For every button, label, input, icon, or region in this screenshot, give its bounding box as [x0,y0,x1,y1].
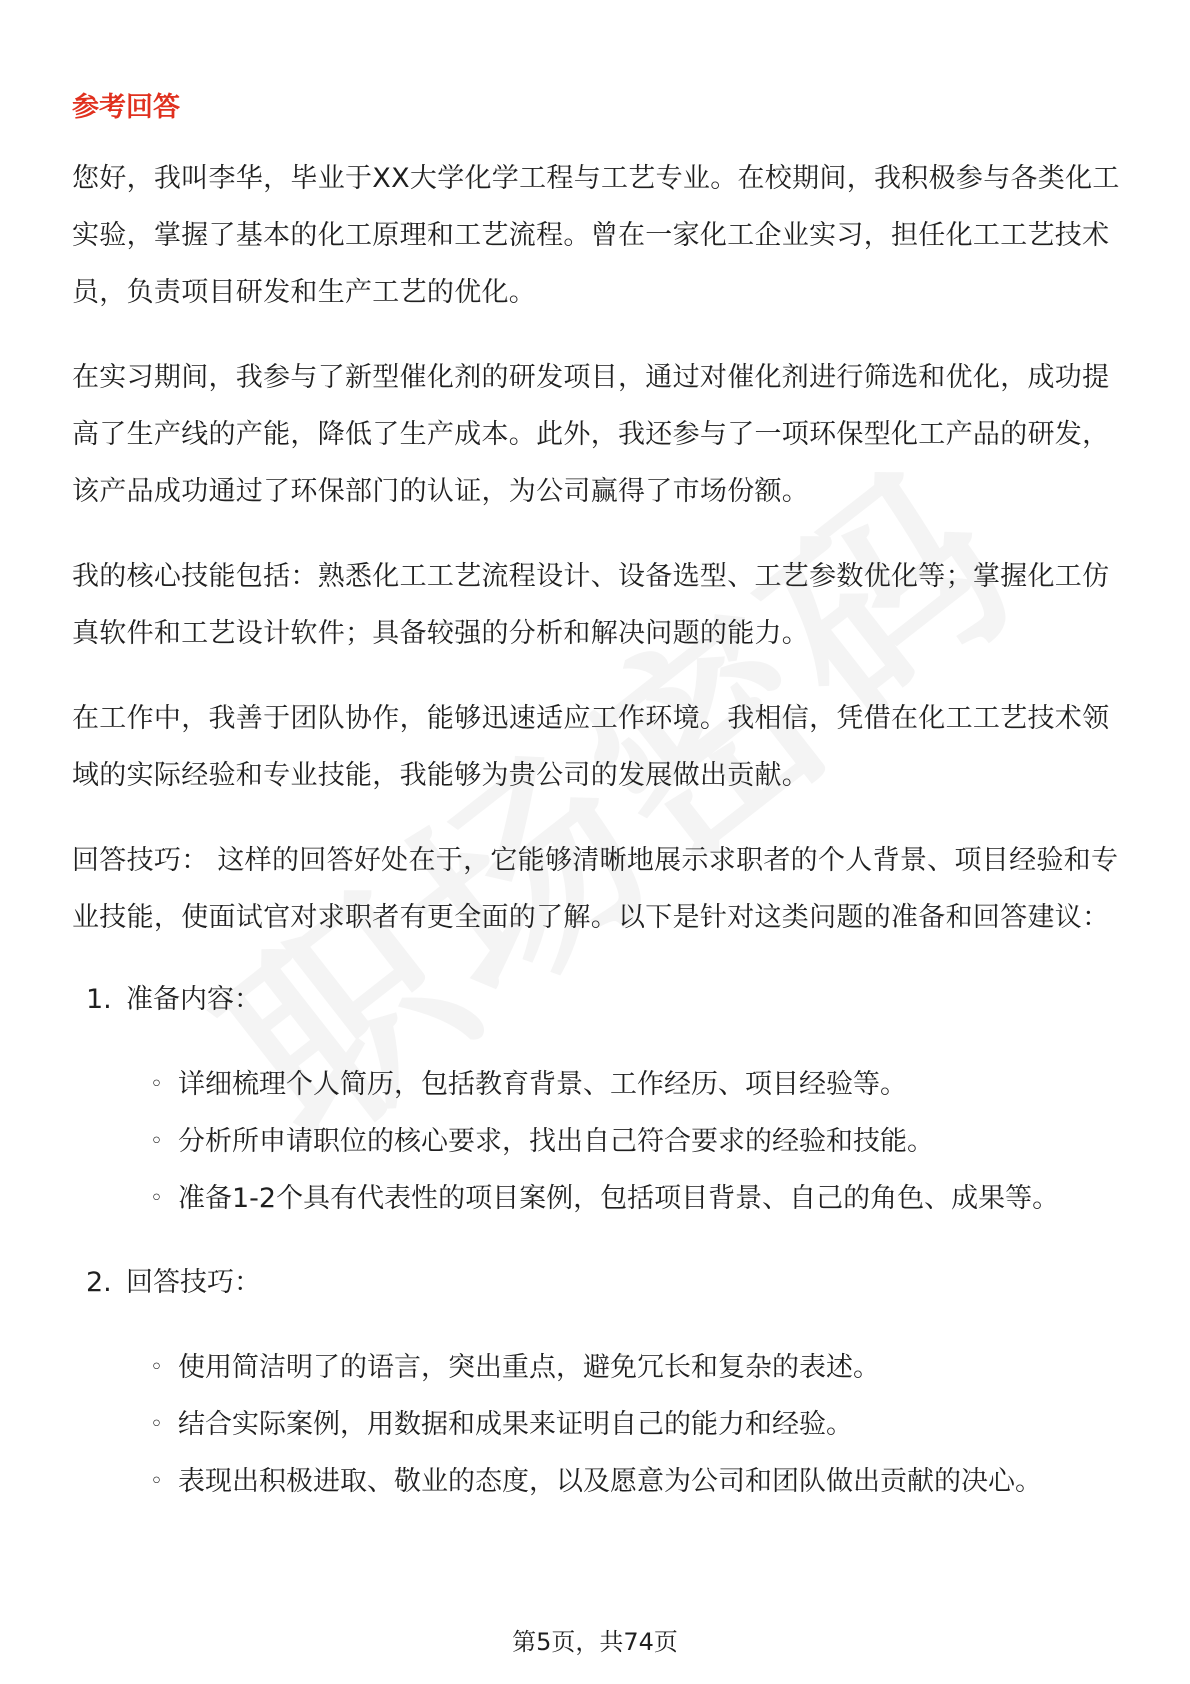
paragraph-teamwork: 在工作中，我善于团队协作，能够迅速适应工作环境。我相信，凭借在化工工艺技术领域的实际经验和专业技能，我能够为贵公司的发展做出贡献。 [72,703,1110,791]
paragraph-intro: 您好，我叫李华，毕业于XX大学化学工程与工艺专业。在校期间，我积极参与各类化工实验，掌握了基本的化工原理和工艺流程。曾在一家化工企业实习，担任化工工艺技术员，负责项目研发和生产工艺的优化。 [72,163,1120,308]
bullet-list [72,1056,1122,1227]
list-item [150,1396,1122,1453]
list-item [150,1113,1122,1170]
list-item [150,1056,1122,1113]
bullet-icon: ◦ [150,1072,163,1097]
list-item-text: 表现出积极进取、敬业的态度，以及愿意为公司和团队做出贡献的决心。 [178,1466,1042,1497]
section-number: 1. [86,984,112,1015]
paragraph-answer-tips: 回答技巧： 这样的回答好处在于，它能够清晰地展示求职者的个人背景、项目经验和专业技能，使面试官对求职者有更全面的了解。以下是针对这类问题的准备和回答建议： [72,845,1119,933]
section-heading: 参考回答 [72,92,180,123]
page-content [72,88,1122,1546]
list-item-text: 使用简洁明了的语言，突出重点，避免冗长和复杂的表述。 [178,1352,880,1383]
list-item-text: 分析所申请职位的核心要求，找出自己符合要求的经验和技能。 [178,1126,934,1157]
section-title [86,980,1122,1020]
section-title-text: 回答技巧： [126,1267,261,1298]
bullet-icon: ◦ [150,1412,163,1437]
bullet-icon: ◦ [150,1186,163,1211]
section-answer-skills [72,1263,1122,1510]
list-item-text: 结合实际案例，用数据和成果来证明自己的能力和经验。 [178,1409,853,1440]
list-item [150,1339,1122,1396]
list-item [150,1170,1122,1227]
bullet-icon: ◦ [150,1355,163,1380]
section-title-text: 准备内容： [126,984,261,1015]
section-preparation [72,980,1122,1227]
bullet-icon: ◦ [150,1469,163,1494]
section-title [86,1263,1122,1303]
paragraph-skills: 我的核心技能包括：熟悉化工工艺流程设计、设备选型、工艺参数优化等；掌握化工仿真软件和工艺设计软件；具备较强的分析和解决问题的能力。 [72,561,1110,649]
paragraph-internship: 在实习期间，我参与了新型催化剂的研发项目，通过对催化剂进行筛选和优化，成功提高了生产线的产能，降低了生产成本。此外，我还参与了一项环保型化工产品的研发，该产品成功通过了环保部门的认证，为公司赢得了市场份额。 [72,362,1110,507]
section-number: 2. [86,1267,112,1298]
list-item-text: 详细梳理个人简历，包括教育背景、工作经历、项目经验等。 [178,1069,907,1100]
list-item [150,1453,1122,1510]
bullet-icon: ◦ [150,1129,163,1154]
page-number-footer: 第5页，共74页 [512,1628,678,1656]
list-item-text: 准备1-2个具有代表性的项目案例，包括项目背景、自己的角色、成果等。 [178,1183,1060,1214]
bullet-list [72,1339,1122,1510]
